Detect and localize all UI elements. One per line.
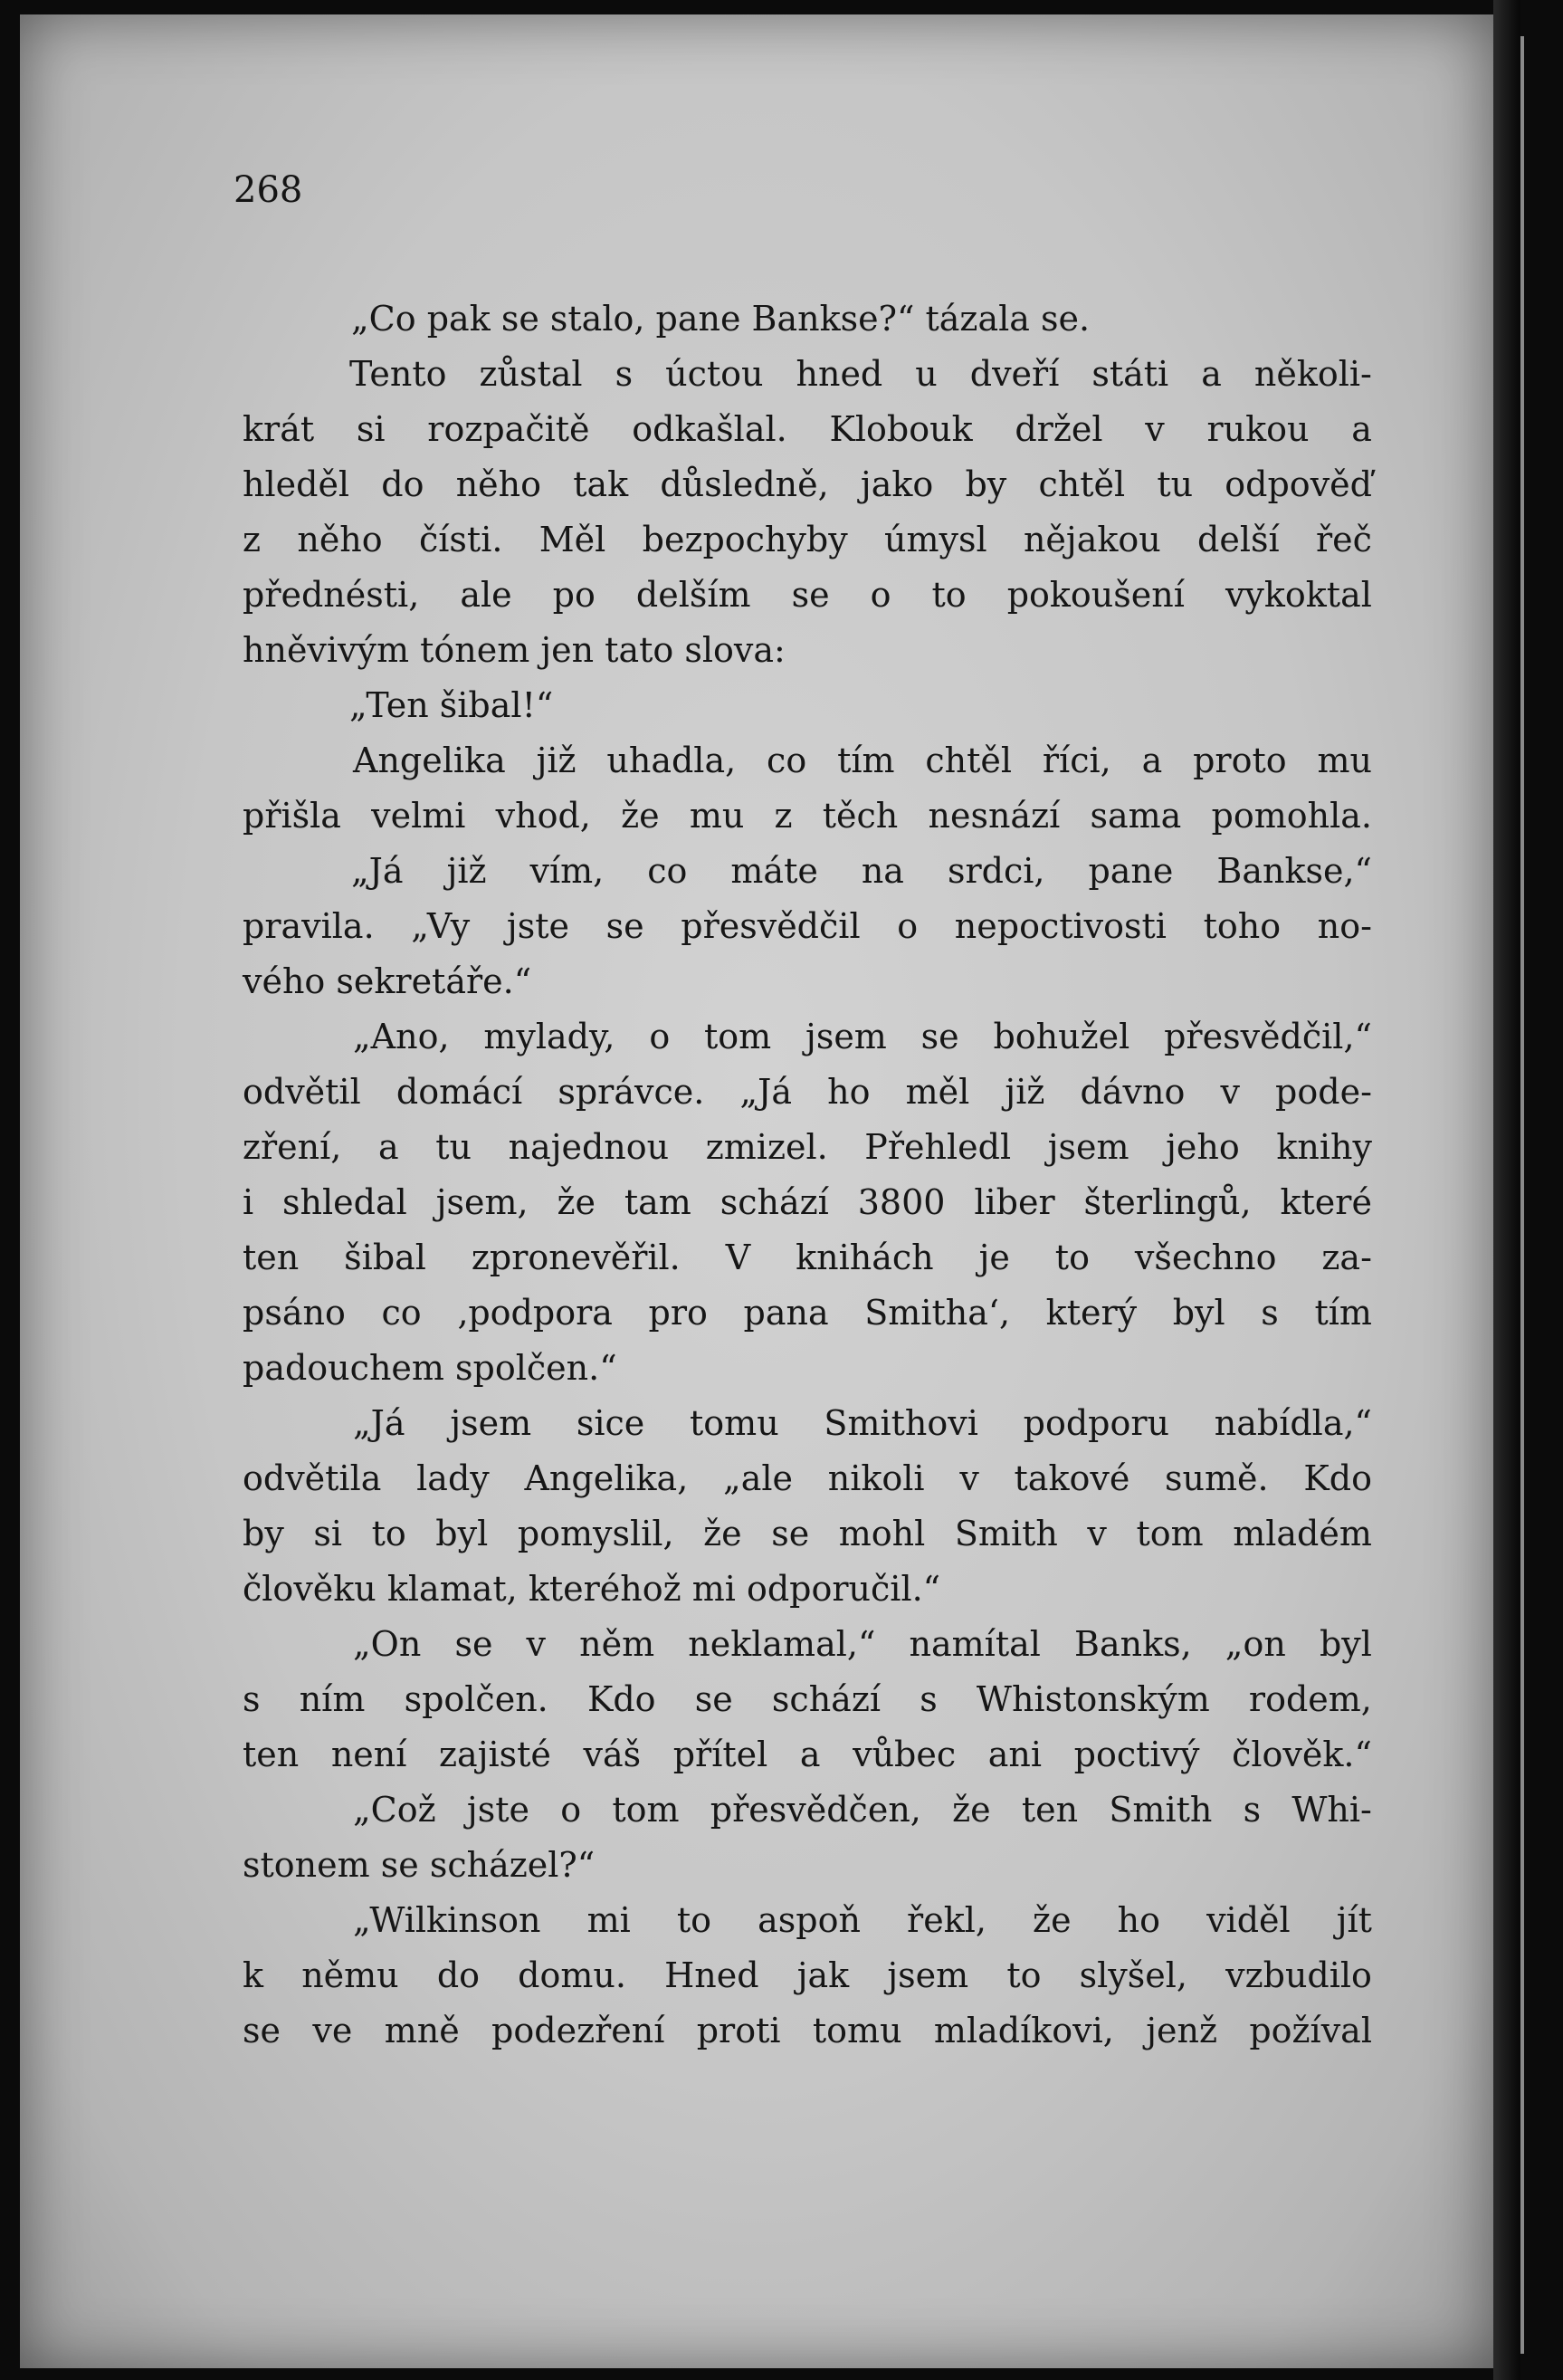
word: viděl xyxy=(1206,1900,1291,1940)
word: váš xyxy=(583,1735,642,1774)
word: se xyxy=(920,1017,959,1056)
word: na xyxy=(861,851,904,891)
text-line xyxy=(243,844,1372,899)
word: Angelika, xyxy=(524,1458,689,1498)
text-line xyxy=(243,1948,1372,2003)
word: z xyxy=(774,796,793,836)
word: již xyxy=(1005,1072,1045,1112)
page-edge-line xyxy=(1520,36,1524,2354)
word: Smithovi xyxy=(824,1403,978,1443)
word: mně xyxy=(384,2011,460,2050)
word: že xyxy=(621,796,660,836)
word: jsem xyxy=(887,1955,969,1995)
word: dávno xyxy=(1080,1072,1186,1112)
word: s xyxy=(1261,1293,1279,1333)
word: je xyxy=(978,1238,1010,1277)
word: přesvědčil,“ xyxy=(1164,1017,1372,1056)
word: s xyxy=(243,1679,261,1719)
text-line xyxy=(243,1396,1372,1451)
word: tu xyxy=(1157,464,1194,504)
word: nějakou xyxy=(1023,520,1161,559)
word: jen xyxy=(540,630,605,670)
word: jste xyxy=(506,906,569,946)
word: bezpochyby xyxy=(642,520,848,559)
word: zmizel. xyxy=(705,1127,828,1167)
word: mladém xyxy=(1233,1514,1372,1553)
word: najednou xyxy=(508,1127,670,1167)
word: rukou xyxy=(1206,409,1310,449)
word: si xyxy=(313,1514,343,1553)
text-line xyxy=(243,1286,1372,1341)
word: přesvědčen, xyxy=(710,1790,921,1830)
word: přítel xyxy=(672,1735,768,1774)
word: tak xyxy=(573,464,629,504)
word: odkašlal. xyxy=(632,409,787,449)
word: pro xyxy=(648,1293,708,1333)
word: stalo, xyxy=(549,299,656,339)
word: ten xyxy=(243,1735,300,1774)
word: si xyxy=(356,409,386,449)
word: to xyxy=(1006,1955,1042,1995)
word: „Ten xyxy=(349,685,440,725)
word: Bankse?“ xyxy=(751,299,926,339)
word: jsem xyxy=(805,1017,887,1056)
word: se xyxy=(500,299,550,339)
word: tu xyxy=(435,1127,472,1167)
word: chtěl xyxy=(925,741,1013,780)
word: něm xyxy=(579,1624,655,1664)
word: tomu xyxy=(812,2011,902,2050)
word: V xyxy=(725,1238,751,1277)
word: že xyxy=(557,1182,596,1222)
word: šibal!“ xyxy=(439,685,554,725)
word: se xyxy=(454,1624,493,1664)
word: úctou xyxy=(665,354,764,394)
text-line xyxy=(243,568,1372,623)
word: pomohla. xyxy=(1211,796,1372,836)
word: „Já xyxy=(351,851,404,891)
word: několi- xyxy=(1253,354,1372,394)
word: srdci, xyxy=(947,851,1045,891)
word: spolčen. xyxy=(404,1679,548,1719)
word: ním xyxy=(299,1679,366,1719)
word: máte xyxy=(730,851,818,891)
word: krát xyxy=(243,409,315,449)
word: toho xyxy=(1203,906,1282,946)
word: to xyxy=(1054,1238,1090,1277)
word: sama xyxy=(1090,796,1182,836)
text-line xyxy=(243,1783,1372,1838)
word: držel xyxy=(1015,409,1103,449)
word: jsem xyxy=(450,1403,532,1443)
word: i xyxy=(243,1182,254,1222)
word: jste xyxy=(466,1790,529,1830)
word: shledal xyxy=(282,1182,407,1222)
word: Whi- xyxy=(1291,1790,1372,1830)
word: Smitha‘, xyxy=(864,1293,1011,1333)
word: poctivý xyxy=(1073,1735,1200,1774)
word: se xyxy=(694,1679,733,1719)
word: v xyxy=(1145,409,1165,449)
word: v xyxy=(1087,1514,1107,1553)
word: namítal xyxy=(909,1624,1041,1664)
text-line xyxy=(243,1120,1372,1175)
word: hleděl xyxy=(243,464,350,504)
word: a xyxy=(799,1735,821,1774)
word: knihy xyxy=(1276,1127,1372,1167)
word: a xyxy=(1201,354,1222,394)
word: přednésti, xyxy=(243,575,420,615)
word: „Já xyxy=(739,1072,792,1112)
text-line xyxy=(243,1617,1372,1672)
word: všechno xyxy=(1134,1238,1277,1277)
word: člověk.“ xyxy=(1232,1735,1372,1774)
word: „Vy xyxy=(411,906,471,946)
word: „Což xyxy=(353,1790,436,1830)
word: lady xyxy=(416,1458,490,1498)
word: v xyxy=(526,1624,547,1664)
word: nesnází xyxy=(928,796,1061,836)
word: tato xyxy=(605,630,685,670)
text-line xyxy=(243,1009,1372,1065)
word: se xyxy=(771,1514,810,1553)
word: čísti. xyxy=(418,520,503,559)
word: nabídla,“ xyxy=(1214,1403,1372,1443)
word: Angelika xyxy=(353,741,506,780)
word: domu. xyxy=(518,1955,626,1995)
body-text xyxy=(243,292,1372,2059)
word: přišla xyxy=(243,796,341,836)
word: jenž xyxy=(1146,2011,1217,2050)
word: o xyxy=(897,906,919,946)
word: za- xyxy=(1321,1238,1372,1277)
word: nepoctivosti xyxy=(954,906,1167,946)
word: měl xyxy=(905,1072,970,1112)
text-line xyxy=(243,1562,1372,1617)
word: vím, xyxy=(529,851,605,891)
word: k xyxy=(243,1955,264,1995)
word: to xyxy=(676,1900,712,1940)
word: ve xyxy=(312,2011,353,2050)
word: slova: xyxy=(684,630,786,670)
word: to xyxy=(371,1514,406,1553)
word: šibal xyxy=(344,1238,426,1277)
word: no- xyxy=(1317,906,1372,946)
word: rodem, xyxy=(1248,1679,1372,1719)
word: němu xyxy=(301,1955,399,1995)
text-line xyxy=(243,292,1372,347)
word: po xyxy=(552,575,596,615)
word: vého xyxy=(243,961,337,1001)
word: jít xyxy=(1336,1900,1372,1940)
word: státi xyxy=(1091,354,1169,394)
text-line xyxy=(243,402,1372,457)
word: jak xyxy=(796,1955,850,1995)
word: dveří xyxy=(969,354,1060,394)
word: ten xyxy=(243,1238,300,1277)
word: byl xyxy=(435,1514,489,1553)
word: to xyxy=(931,575,967,615)
text-line xyxy=(243,1175,1372,1230)
word: Banks, xyxy=(1074,1624,1192,1664)
word: neklamal,“ xyxy=(688,1624,876,1664)
word: Kdo xyxy=(1303,1458,1372,1498)
text-line xyxy=(243,1838,1372,1893)
word: Tento xyxy=(349,354,447,394)
text-line xyxy=(243,899,1372,954)
text-line xyxy=(243,457,1372,512)
word: „on xyxy=(1225,1624,1286,1664)
text-line xyxy=(243,1230,1372,1286)
word: tom xyxy=(704,1017,772,1056)
word: klamat, xyxy=(386,1569,529,1609)
word: vůbec xyxy=(853,1735,957,1774)
word: hned xyxy=(796,354,883,394)
text-line xyxy=(243,678,1372,733)
word: domácí xyxy=(396,1072,523,1112)
word: odporučil.“ xyxy=(746,1569,941,1609)
word: mu xyxy=(689,796,745,836)
word: z xyxy=(243,520,262,559)
word: tom xyxy=(612,1790,680,1830)
word: takové xyxy=(1014,1458,1130,1498)
word: se. xyxy=(1041,299,1091,339)
word: šterlingů, xyxy=(1083,1182,1252,1222)
word: aspoň xyxy=(758,1900,861,1940)
word: odpověď xyxy=(1225,464,1372,504)
word: Bankse,“ xyxy=(1216,851,1372,891)
word: vykoktal xyxy=(1225,575,1372,615)
word: chtěl xyxy=(1038,464,1126,504)
word: Přehledl xyxy=(864,1127,1012,1167)
word: s xyxy=(1243,1790,1262,1830)
word: ale xyxy=(460,575,512,615)
word: pokoušení xyxy=(1006,575,1185,615)
word: pana xyxy=(743,1293,829,1333)
word: úmysl xyxy=(884,520,987,559)
word: ho xyxy=(827,1072,871,1112)
word: vhod, xyxy=(495,796,591,836)
word: jsem, xyxy=(435,1182,529,1222)
text-line xyxy=(243,623,1372,678)
word: by xyxy=(965,464,1007,504)
word: mu xyxy=(1317,741,1372,780)
word: v xyxy=(1220,1072,1240,1112)
word: o xyxy=(560,1790,582,1830)
word: zajisté xyxy=(439,1735,551,1774)
text-line xyxy=(243,1672,1372,1727)
word: Měl xyxy=(538,520,606,559)
word: schází xyxy=(720,1182,829,1222)
word: se xyxy=(791,575,830,615)
text-line xyxy=(243,1451,1372,1506)
word: říci, xyxy=(1042,741,1111,780)
word: byl xyxy=(1319,1624,1372,1664)
word: člověku xyxy=(243,1569,387,1609)
word: proti xyxy=(696,2011,781,2050)
word: mi xyxy=(691,1569,747,1609)
word: tomu xyxy=(690,1403,779,1443)
word: požíval xyxy=(1249,2011,1372,2050)
word: podezření xyxy=(491,2011,665,2050)
word: pane xyxy=(655,299,752,339)
word: sice xyxy=(576,1403,645,1443)
word: něho xyxy=(297,520,383,559)
word: přesvědčil xyxy=(681,906,861,946)
word: bohužel xyxy=(993,1017,1130,1056)
word: ho xyxy=(1117,1900,1160,1940)
word: co xyxy=(647,851,688,891)
text-line xyxy=(243,1506,1372,1562)
word: již xyxy=(446,851,487,891)
word: vzbudilo xyxy=(1225,1955,1372,1995)
word: liber xyxy=(974,1182,1055,1222)
word: že xyxy=(952,1790,991,1830)
word: Klobouk xyxy=(829,409,973,449)
word: kteréhož xyxy=(528,1569,692,1609)
word: pravila. xyxy=(243,906,375,946)
text-line xyxy=(243,1727,1372,1783)
word: se xyxy=(380,1845,430,1885)
word: delší xyxy=(1197,520,1280,559)
word: ani xyxy=(987,1735,1043,1774)
word: se xyxy=(605,906,644,946)
text-line xyxy=(243,2003,1372,2059)
word: padouchem xyxy=(243,1348,456,1388)
word: co xyxy=(381,1293,422,1333)
word: Smith xyxy=(1109,1790,1213,1830)
word: proto xyxy=(1193,741,1287,780)
word: který xyxy=(1045,1293,1138,1333)
word: „On xyxy=(353,1624,422,1664)
text-line xyxy=(243,512,1372,568)
word: podporu xyxy=(1023,1403,1169,1443)
word: pak xyxy=(426,299,501,339)
word: jsem xyxy=(1047,1127,1129,1167)
word: u xyxy=(915,354,938,394)
text-line xyxy=(243,789,1372,844)
word: „Já xyxy=(353,1403,405,1443)
word: o xyxy=(649,1017,671,1056)
word: Kdo xyxy=(586,1679,656,1719)
word: sumě. xyxy=(1165,1458,1269,1498)
word: uhadla, xyxy=(606,741,737,780)
word: důsledně, xyxy=(660,464,829,504)
word: schází xyxy=(771,1679,881,1719)
word: mohl xyxy=(838,1514,926,1553)
word: tím xyxy=(837,741,895,780)
word: správce. xyxy=(558,1072,705,1112)
word: sekretáře.“ xyxy=(336,961,532,1001)
word: co xyxy=(767,741,807,780)
word: řeč xyxy=(1315,520,1372,559)
word: a xyxy=(1351,409,1372,449)
word: do xyxy=(436,1955,481,1995)
word: mladíkovi, xyxy=(933,2011,1114,2050)
word: „ale xyxy=(723,1458,793,1498)
word: rozpačitě xyxy=(427,409,590,449)
word: slyšel, xyxy=(1079,1955,1187,1995)
text-line xyxy=(243,954,1372,1009)
word: něho xyxy=(455,464,542,504)
text-line xyxy=(243,347,1372,402)
text-line xyxy=(243,1893,1372,1948)
text-line xyxy=(243,733,1372,789)
word: zpronevěřil. xyxy=(471,1238,681,1277)
word: s xyxy=(920,1679,938,1719)
page-edge-shadow xyxy=(1493,0,1520,2380)
word: s xyxy=(615,354,634,394)
word: scházel?“ xyxy=(429,1845,596,1885)
word: tónem xyxy=(420,630,541,670)
word: Smith xyxy=(954,1514,1058,1553)
word: těch xyxy=(822,796,899,836)
word: v xyxy=(959,1458,979,1498)
word: Hned xyxy=(664,1955,759,1995)
word: stonem xyxy=(243,1845,381,1885)
word: delším xyxy=(635,575,751,615)
word: že xyxy=(1033,1900,1072,1940)
word: nikoli xyxy=(827,1458,925,1498)
word: pane xyxy=(1088,851,1174,891)
word: odvětil xyxy=(243,1072,361,1112)
word: „Ano, xyxy=(353,1017,450,1056)
word: odvětila xyxy=(243,1458,382,1498)
word: tázala xyxy=(925,299,1041,339)
word: spolčen.“ xyxy=(455,1348,617,1388)
page-number: 268 xyxy=(233,169,303,211)
word: pomyslil, xyxy=(517,1514,674,1553)
word: tam xyxy=(624,1182,691,1222)
word: tím xyxy=(1314,1293,1372,1333)
word: Whistonským xyxy=(976,1679,1210,1719)
word: zření, xyxy=(243,1127,342,1167)
word: „Wilkinson xyxy=(353,1900,541,1940)
word: o xyxy=(870,575,891,615)
word: pode- xyxy=(1275,1072,1372,1112)
word: hněvivým xyxy=(243,630,421,670)
text-line xyxy=(243,1341,1372,1396)
word: již xyxy=(536,741,577,780)
word: velmi xyxy=(371,796,466,836)
word: a xyxy=(377,1127,399,1167)
word: ‚podpora xyxy=(457,1293,613,1333)
word: jeho xyxy=(1166,1127,1240,1167)
word: zůstal xyxy=(479,354,583,394)
word: a xyxy=(1141,741,1163,780)
word: byl xyxy=(1172,1293,1225,1333)
word: psáno xyxy=(243,1293,346,1333)
word: není xyxy=(330,1735,407,1774)
word: ten xyxy=(1021,1790,1079,1830)
word: do xyxy=(381,464,424,504)
text-line xyxy=(243,1065,1372,1120)
word: řekl, xyxy=(907,1900,986,1940)
word: které xyxy=(1280,1182,1372,1222)
word: tom xyxy=(1136,1514,1204,1553)
word: jako xyxy=(860,464,934,504)
word: mylady, xyxy=(483,1017,615,1056)
word: „Co xyxy=(351,299,427,339)
word: se xyxy=(243,2011,281,2050)
word: že xyxy=(703,1514,742,1553)
word: mi xyxy=(586,1900,631,1940)
word: by xyxy=(243,1514,284,1553)
word: 3800 xyxy=(857,1182,946,1222)
word: knihách xyxy=(796,1238,934,1277)
